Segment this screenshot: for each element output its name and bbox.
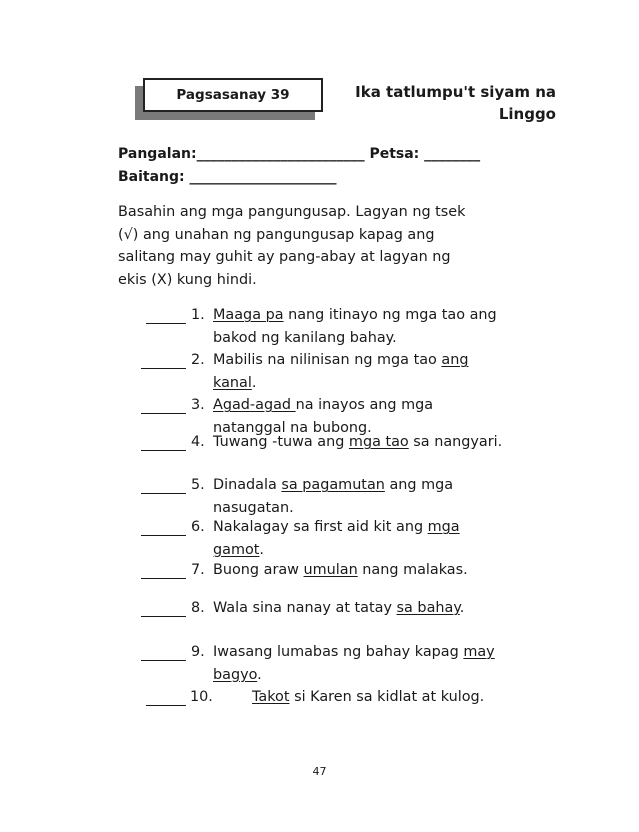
answer-blank[interactable] xyxy=(141,436,186,451)
underlined-word: Agad-agad xyxy=(213,397,296,413)
exercise-tag: Pagsasanay 39 xyxy=(143,78,323,112)
item-number: 2. xyxy=(191,352,205,368)
item-number: 9. xyxy=(191,644,205,660)
answer-blank[interactable] xyxy=(146,691,186,706)
underlined-word: sa pagamutan xyxy=(281,477,385,493)
week-heading-line2: Linggo xyxy=(498,105,556,123)
item-number: 8. xyxy=(191,600,205,616)
week-heading-line1: Ika tatlumpu't siyam na xyxy=(355,83,556,101)
item-number: 5. xyxy=(191,477,205,493)
underlined-word: bagyo xyxy=(213,666,258,683)
item-number: 4. xyxy=(191,434,205,450)
grade-field: Baitang: _____________________ xyxy=(118,169,337,185)
item-number: 3. xyxy=(191,397,205,413)
instruction-line: salitang may guhit ay pang-abay at lagyan ng xyxy=(118,249,451,265)
page-number: 47 xyxy=(312,765,327,778)
week-heading xyxy=(345,81,556,125)
underlined-word: sa bahay xyxy=(396,600,460,616)
item-text: Takot si Karen sa kidlat at kulog. xyxy=(252,689,485,705)
underlined-word: Takot xyxy=(252,689,290,705)
answer-blank[interactable] xyxy=(141,399,186,414)
item-text: Mabilis na nilinisan ng mga tao ang kanal. xyxy=(213,352,469,391)
underlined-word: kanal xyxy=(213,374,252,391)
answer-blank[interactable] xyxy=(141,354,186,369)
underlined-word: Maaga pa xyxy=(213,307,284,323)
underlined-word: ang xyxy=(441,352,469,368)
item-text: Wala sina nanay at tatay sa bahay. xyxy=(213,600,465,616)
answer-blank[interactable] xyxy=(141,602,186,617)
underlined-word: mga tao xyxy=(348,434,409,450)
item-text: Iwasang lumabas ng bahay kapag may bagyo. xyxy=(213,644,495,683)
item-number: 6. xyxy=(191,519,205,535)
answer-blank[interactable] xyxy=(141,564,186,579)
instruction-line: Basahin ang mga pangungusap. Lagyan ng tsek xyxy=(118,204,466,220)
instruction-line: (√) ang unahan ng pangungusap kapag ang xyxy=(118,226,435,243)
underlined-word: gamot xyxy=(213,541,260,558)
underlined-word: may xyxy=(463,644,495,660)
item-text: Dinadala sa pagamutan ang mga nasugatan. xyxy=(213,477,454,516)
item-number: 1. xyxy=(191,307,205,323)
underlined-word: umulan xyxy=(303,562,358,578)
answer-blank[interactable] xyxy=(141,646,186,661)
item-number: 10. xyxy=(190,689,213,705)
answer-blank[interactable] xyxy=(141,521,186,536)
instruction-line: ekis (X) kung hindi. xyxy=(118,271,257,288)
underlined-word: mga xyxy=(427,519,460,535)
item-number: 7. xyxy=(191,562,205,578)
instructions xyxy=(118,201,558,291)
answer-blank[interactable] xyxy=(146,309,186,324)
item-text: Agad-agad na inayos ang mga natanggal na bubong. xyxy=(213,397,434,436)
item-text: Tuwang -tuwa ang mga tao sa nangyari. xyxy=(213,434,503,450)
item-text: Maaga pa nang itinayo ng mga tao ang bakod ng kanilang bahay. xyxy=(213,307,497,346)
item-text: Nakalagay sa first aid kit ang mga gamot. xyxy=(213,519,460,558)
answer-blank[interactable] xyxy=(141,479,186,494)
name-date-field: Pangalan:________________________ Petsa: ________ xyxy=(118,146,481,162)
item-text: Buong araw umulan nang malakas. xyxy=(213,562,468,578)
